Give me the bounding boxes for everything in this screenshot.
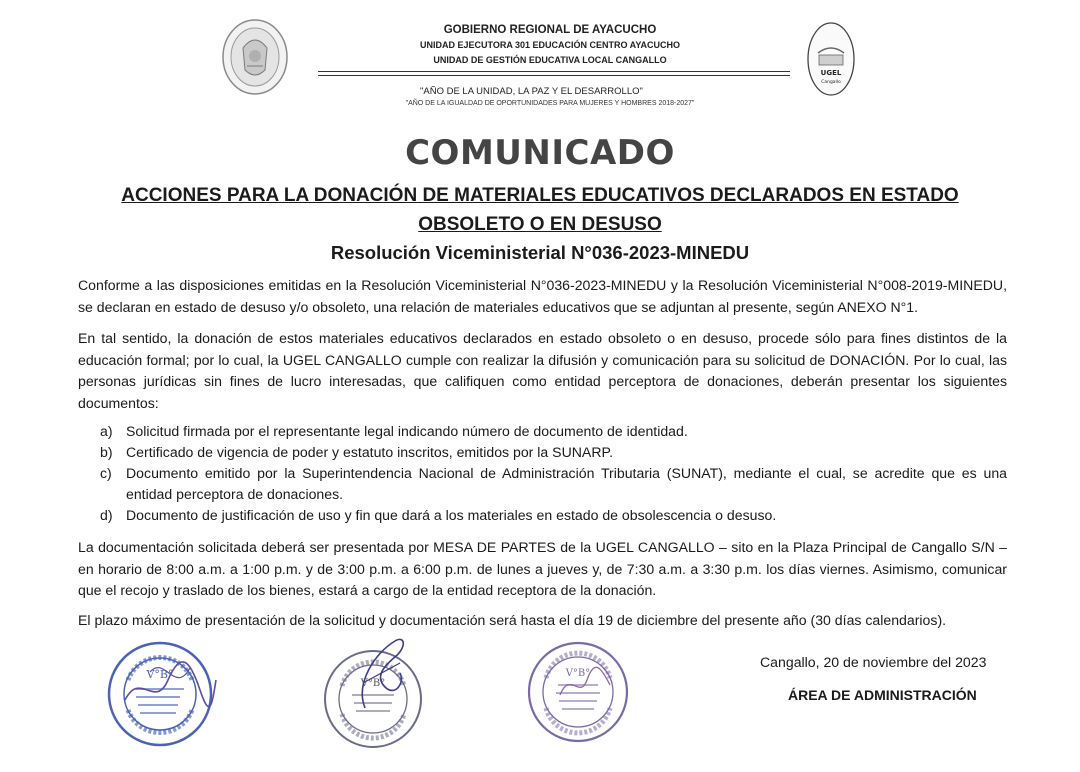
svg-text:V°B°: V°B°	[565, 668, 591, 679]
list-item	[100, 505, 1007, 526]
paragraph-deadline: El plazo máximo de presentación de la solicitud y documentación será hasta el día 19 de diciembre del presente año (30 días calendarios).	[78, 612, 947, 628]
header-executing-unit: UNIDAD EJECUTORA 301 EDUCACIÓN CENTRO AYACUCHO	[419, 40, 681, 50]
year-motto: "AÑO DE LA UNIDAD, LA PAZ Y EL DESARROLLO"	[420, 86, 643, 97]
list-item-text: Certificado de vigencia de poder y estatuto inscritos, emitidos por la SUNARP.	[126, 444, 613, 460]
list-marker: b)	[100, 444, 113, 460]
list-marker: a)	[100, 423, 113, 439]
regional-government-logo	[221, 18, 289, 96]
place-date: Cangallo, 20 de noviembre del 2023	[760, 654, 987, 670]
resolution-reference: Resolución Viceministerial N°036-2023-MINEDU	[330, 242, 750, 263]
list-item-text: Solicitud firmada por el representante legal indicando número de documento de identidad.	[126, 423, 688, 439]
signature-1	[120, 650, 220, 720]
header-government: GOBIERNO REGIONAL DE AYACUCHO	[443, 24, 657, 36]
decade-motto: "AÑO DE LA IGUALDAD DE OPORTUNIDADES PARA MUJERES Y HOMBRES 2018-2027"	[405, 100, 695, 107]
document-subtitle: ACCIONES PARA LA DONACIÓN DE MATERIALES EDUCATIVOS DECLARADOS EN ESTADO OBSOLETO O EN DESUSO	[121, 185, 959, 235]
list-item-text: Documento emitido por la Superintendencia Nacional de Administración Tributaria (SUNAT), mediante el cual, se acredite que es una entidad perceptora de donaciones.	[126, 465, 1007, 502]
svg-text:UGEL: UGEL	[820, 69, 842, 77]
ugel-cangallo-logo	[806, 21, 856, 97]
list-item-text: Documento de justificación de uso y fin que dará a los materiales en estado de obsolescencia o desuso.	[126, 507, 777, 523]
page-title: COMUNICADO	[405, 133, 675, 173]
paragraph-intro: Conforme a las disposiciones emitidas en la Resolución Viceministerial N°036-2023-MINEDU y la Resolución Viceministerial N°008-2019-MINEDU, se declaran en estado de desuso y/o obsoleto, una relación de materiales educativos que se adjuntan al presente, según ANEXO N°1.	[78, 277, 1007, 315]
list-item	[100, 442, 1007, 463]
svg-text:Cangallo: Cangallo	[821, 80, 841, 85]
header-rule-top	[318, 71, 790, 72]
paragraph-submission: La documentación solicitada deberá ser presentada por MESA DE PARTES de la UGEL CANGALLO – sito en la Plaza Principal de Cangallo S/N – en horario de 8:00 a.m. a 1:00 p.m. y de 3:00 p.m. a 6:00 p.m. de lunes a jueves y, de 7:30 a.m. a 3:30 p.m. los días viernes. Asimismo, comunicar que el recojo y traslado de los bienes, estará a cargo de la entidad receptora de la donación.	[78, 539, 1007, 598]
list-marker: c)	[100, 465, 112, 481]
requirements-list	[100, 421, 1007, 526]
paragraph-donation: En tal sentido, la donación de estos materiales educativos declarados en estado obsoleto o en desuso, procede sólo para fines distintos de la educación formal; por lo cual, la UGEL CANGALLO cumple con realizar la difusión y comunicación para su solicitud de DONACIÓN. Por lo cual, las personas jurídicas sin fines de lucro interesadas, que califiquen como entidad perceptora de donaciones, deberán presentar los siguientes documentos:	[78, 330, 1007, 411]
header-ugel: UNIDAD DE GESTIÓN EDUCATIVA LOCAL CANGALLO	[433, 55, 667, 65]
signing-area: ÁREA DE ADMINISTRACIÓN	[788, 687, 977, 703]
header-rule-bottom	[318, 75, 790, 76]
list-marker: d)	[100, 507, 113, 523]
svg-text:V°B°: V°B°	[146, 668, 174, 681]
list-item	[100, 463, 1007, 505]
svg-text:V°B°: V°B°	[360, 678, 386, 689]
signature-3	[555, 660, 615, 710]
signature-2	[345, 633, 415, 713]
list-item	[100, 421, 1007, 442]
